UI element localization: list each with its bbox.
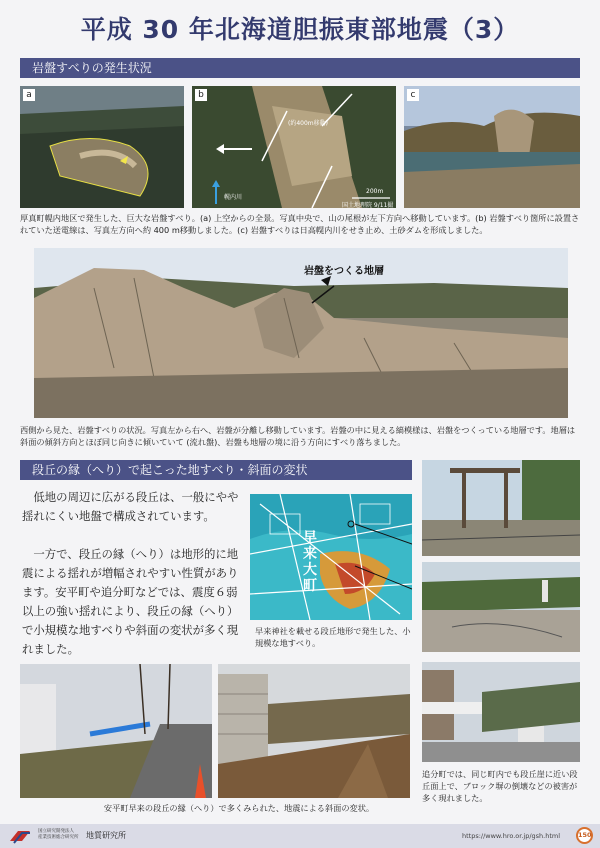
right-caption: 追分町では、同じ町内でも段丘崖に近い段丘面上で、ブロック塀の倒壊などの被害が多く現れました。 (422, 769, 578, 803)
organization-logo-icon (8, 827, 32, 845)
org-line-1: 国立研究開発法人 (38, 829, 74, 834)
bottom-caption: 安平町早来の段丘の縁（へり）で多くみられた、地震による斜面の変状。 (103, 803, 375, 813)
strata-label: 岩盤をつくる地層 (304, 266, 384, 277)
photo-a-aerial (20, 86, 184, 208)
photo-tag-c: c (407, 89, 419, 101)
org-line-2: 産業技術総合研究所 (38, 834, 79, 840)
panorama-rockslide (34, 248, 568, 418)
photo-tag-b: b (195, 89, 207, 101)
photo-shrine-grounds (422, 562, 580, 652)
river-label: 幌内川 (224, 194, 243, 201)
scale-label: 200m (366, 188, 384, 195)
photo-slope-buildings (218, 664, 410, 798)
body-paragraph-2: 一方で、段丘の縁（へり）は地形的に地震による揺れが増幅されやすい性質があります。安平町や追分町などでは、震度６弱以上の強い揺れにより、段丘の縁（へり）で小規模な地すべりや斜面の変状が多く現れました。 (22, 547, 239, 656)
photo-shrine-torii (422, 460, 580, 556)
photo-collapsed-wall (422, 662, 580, 762)
section-heading-terrace: 段丘の縁（へり）で起こった地すべり・斜面の変状 (20, 460, 412, 480)
photo-credit: 国土地理院 9/11撮 (342, 202, 394, 208)
caption-panorama: 西側から見た、岩盤すべりの状況。写真左から右へ、岩盤が分離し移動しています。岩盤の中に見える縞模様は、岩盤をつくっている地層です。地層は斜面の傾斜方向とほぼ同じ向きに傾いていて (流れ盤)、岩盤も地層の境に沿う方向にすべり落ちました。 (20, 425, 576, 447)
page-title: 平成 30 年北海道胆振東部地震（3） (80, 15, 520, 44)
photo-slope-road (20, 664, 212, 798)
map-caption: 早来神社を載せる段丘地形で発生した、小規模な地すべり。 (255, 626, 411, 648)
map-place-label: 早来大町 (303, 530, 317, 594)
photo-b-overhead (192, 86, 396, 208)
anniversary-badge: 150 (576, 827, 593, 844)
body-paragraph-1: 低地の周辺に広がる段丘は、一般にやや揺れにくい地盤で構成されています。 (22, 490, 239, 523)
footer-url[interactable]: https://www.hro.or.jp/gsh.html (462, 832, 561, 840)
organization-small-text (38, 829, 79, 840)
section-heading-rockslide: 岩盤すべりの発生状況 (20, 58, 580, 78)
move-distance-label: (約400m移動) (288, 120, 328, 127)
photo-c-landslide-dam (404, 86, 580, 208)
terrace-map (250, 494, 412, 620)
photo-tag-a: a (23, 89, 35, 101)
caption-top-photos: 厚真町幌内地区で発生した、巨大な岩盤すべり。(a) 上空からの全景。写真中央で、山の尾根が左下方向へ移動しています。(b) 岩盤すべり箇所に設置されていた送電線は、写真左方向へ約 400 m移動しました。(c) 岩盤すべりは日高幌内川をせき止め、土砂ダムを形成しました。 (20, 213, 580, 235)
organization-name: 地質研究所 (86, 831, 126, 840)
